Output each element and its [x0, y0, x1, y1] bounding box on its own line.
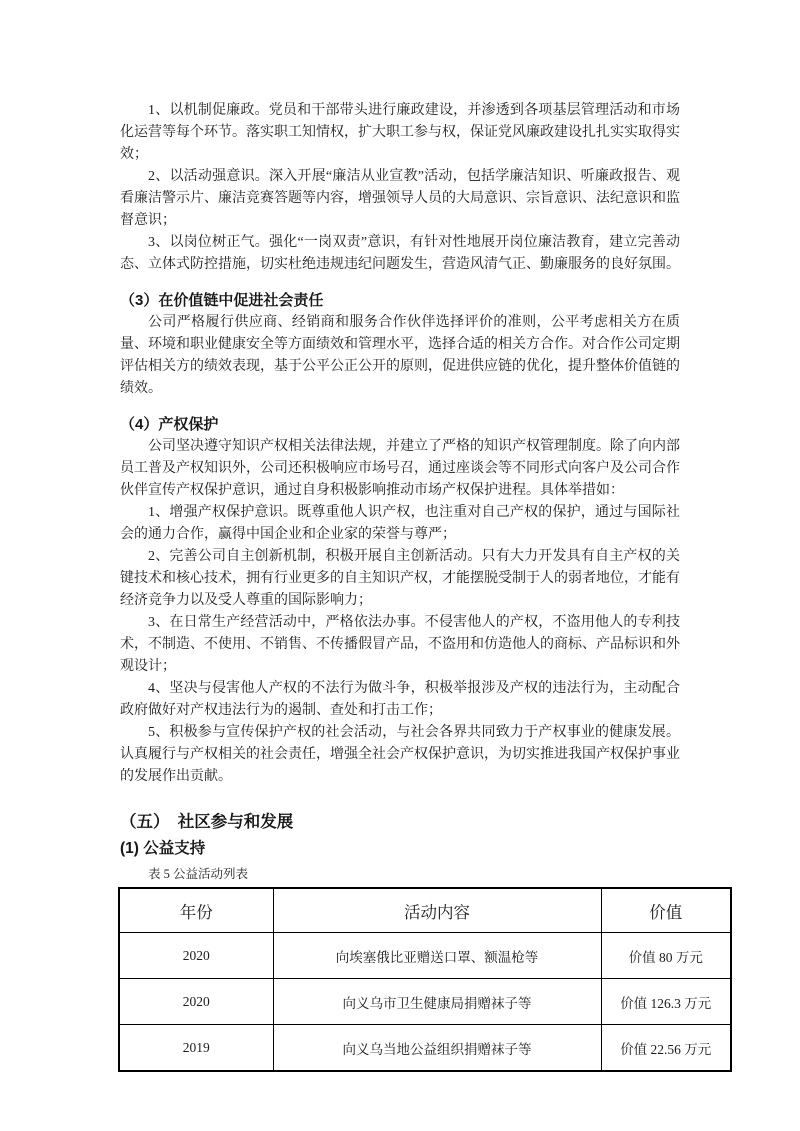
paragraph-mechanism: 1、以机制促廉政。党员和干部带头进行廉政建设，并渗透到各项基层管理活动和市场化运营等每个环节。落实职工知情权，扩大职工参与权，保证党风廉政建设扎扎实实取得实效； [120, 103, 680, 162]
section-heading-property-rights: （4）产权保护 [120, 416, 219, 433]
property-rights-item-2: 2、完善公司自主创新机制，积极开展自主创新活动。只有大力开发具有自主产权的关键技术和核心技术，拥有行业更多的自主知识产权，才能摆脱受制于人的弱者地位，才能有经济竞争力以及受人尊重的国际影响力； [120, 549, 680, 608]
subsection-heading-public-welfare: (1) 公益支持 [120, 840, 206, 857]
cell-year: 2019 [119, 1025, 273, 1072]
column-header-year: 年份 [119, 888, 273, 933]
cell-value: 价值 22.56 万元 [601, 1025, 731, 1072]
column-header-value: 价值 [601, 888, 731, 933]
table-row [119, 933, 731, 979]
paragraph-activities: 2、以活动强意识。深入开展“廉洁从业宣教”活动，包括学廉洁知识、听廉政报告、观看廉洁警示片、廉洁竞赛答题等内容，增强领导人员的大局意识、宗旨意识、法纪意识和监督意识； [120, 169, 680, 228]
chapter-heading-community: （五） 社区参与和发展 [120, 813, 294, 831]
table-row [119, 1025, 731, 1072]
table-header-row [119, 888, 731, 933]
property-rights-item-3: 3、在日常生产经营活动中，严格依法办事。不侵害他人的产权，不盗用他人的专利技术，不制造、不使用、不销售、不传播假冒产品，不盗用和仿造他人的商标、产品标识和外观设计； [120, 615, 680, 674]
property-rights-item-5: 5、积极参与宣传保护产权的社会活动，与社会各界共同致力于产权事业的健康发展。认真履行与产权相关的社会责任，增强全社会产权保护意识，为切实推进我国产权保护事业的发展作出贡献。 [120, 725, 680, 784]
paragraph-property-rights-intro: 公司坚决遵守知识产权相关法律法规，并建立了严格的知识产权管理制度。除了向内部员工普及产权知识外，公司还积极响应市场号召，通过座谈会等不同形式向客户及公司合作伙伴宣传产权保护意识，通过自身积极影响推动市场产权保护进程。具体举措如： [120, 439, 680, 498]
cell-activity: 向埃塞俄比亚赠送口罩、额温枪等 [273, 933, 601, 979]
cell-activity: 向义乌当地公益组织捐赠袜子等 [273, 1025, 601, 1072]
cell-year: 2020 [119, 979, 273, 1025]
table-row [119, 979, 731, 1025]
section-heading-value-chain: （3）在价值链中促进社会责任 [120, 292, 324, 309]
property-rights-item-1: 1、增强产权保护意识。既尊重他人识产权，也注重对自己产权的保护，通过与国际社会的通力合作，赢得中国企业和企业家的荣誉与尊严； [120, 505, 680, 542]
paragraph-post-integrity: 3、以岗位树正气。强化“一岗双责”意识，有针对性地展开岗位廉洁教育，建立完善动态、立体式防控措施，切实杜绝违规违纪问题发生，营造风清气正、勤廉服务的良好氛围。 [120, 235, 680, 272]
cell-value: 价值 80 万元 [601, 933, 731, 979]
public-welfare-table [118, 887, 732, 1072]
document-content [120, 100, 712, 1072]
cell-value: 价值 126.3 万元 [601, 979, 731, 1025]
cell-activity: 向义乌市卫生健康局捐赠袜子等 [273, 979, 601, 1025]
cell-year: 2020 [119, 933, 273, 979]
table-caption: 表 5 公益活动列表 [148, 867, 249, 881]
paragraph-value-chain: 公司严格履行供应商、经销商和服务合作伙伴选择评价的准则，公平考虑相关方在质量、环境和职业健康安全等方面绩效和管理水平，选择合适的相关方合作。对合作公司定期评估相关方的绩效表现，基于公平公正公开的原则，促进供应链的优化，提升整体价值链的绩效。 [120, 315, 680, 396]
column-header-activity: 活动内容 [273, 888, 601, 933]
property-rights-item-4: 4、坚决与侵害他人产权的不法行为做斗争，积极举报涉及产权的违法行为，主动配合政府做好对产权违法行为的遏制、查处和打击工作； [120, 681, 680, 718]
